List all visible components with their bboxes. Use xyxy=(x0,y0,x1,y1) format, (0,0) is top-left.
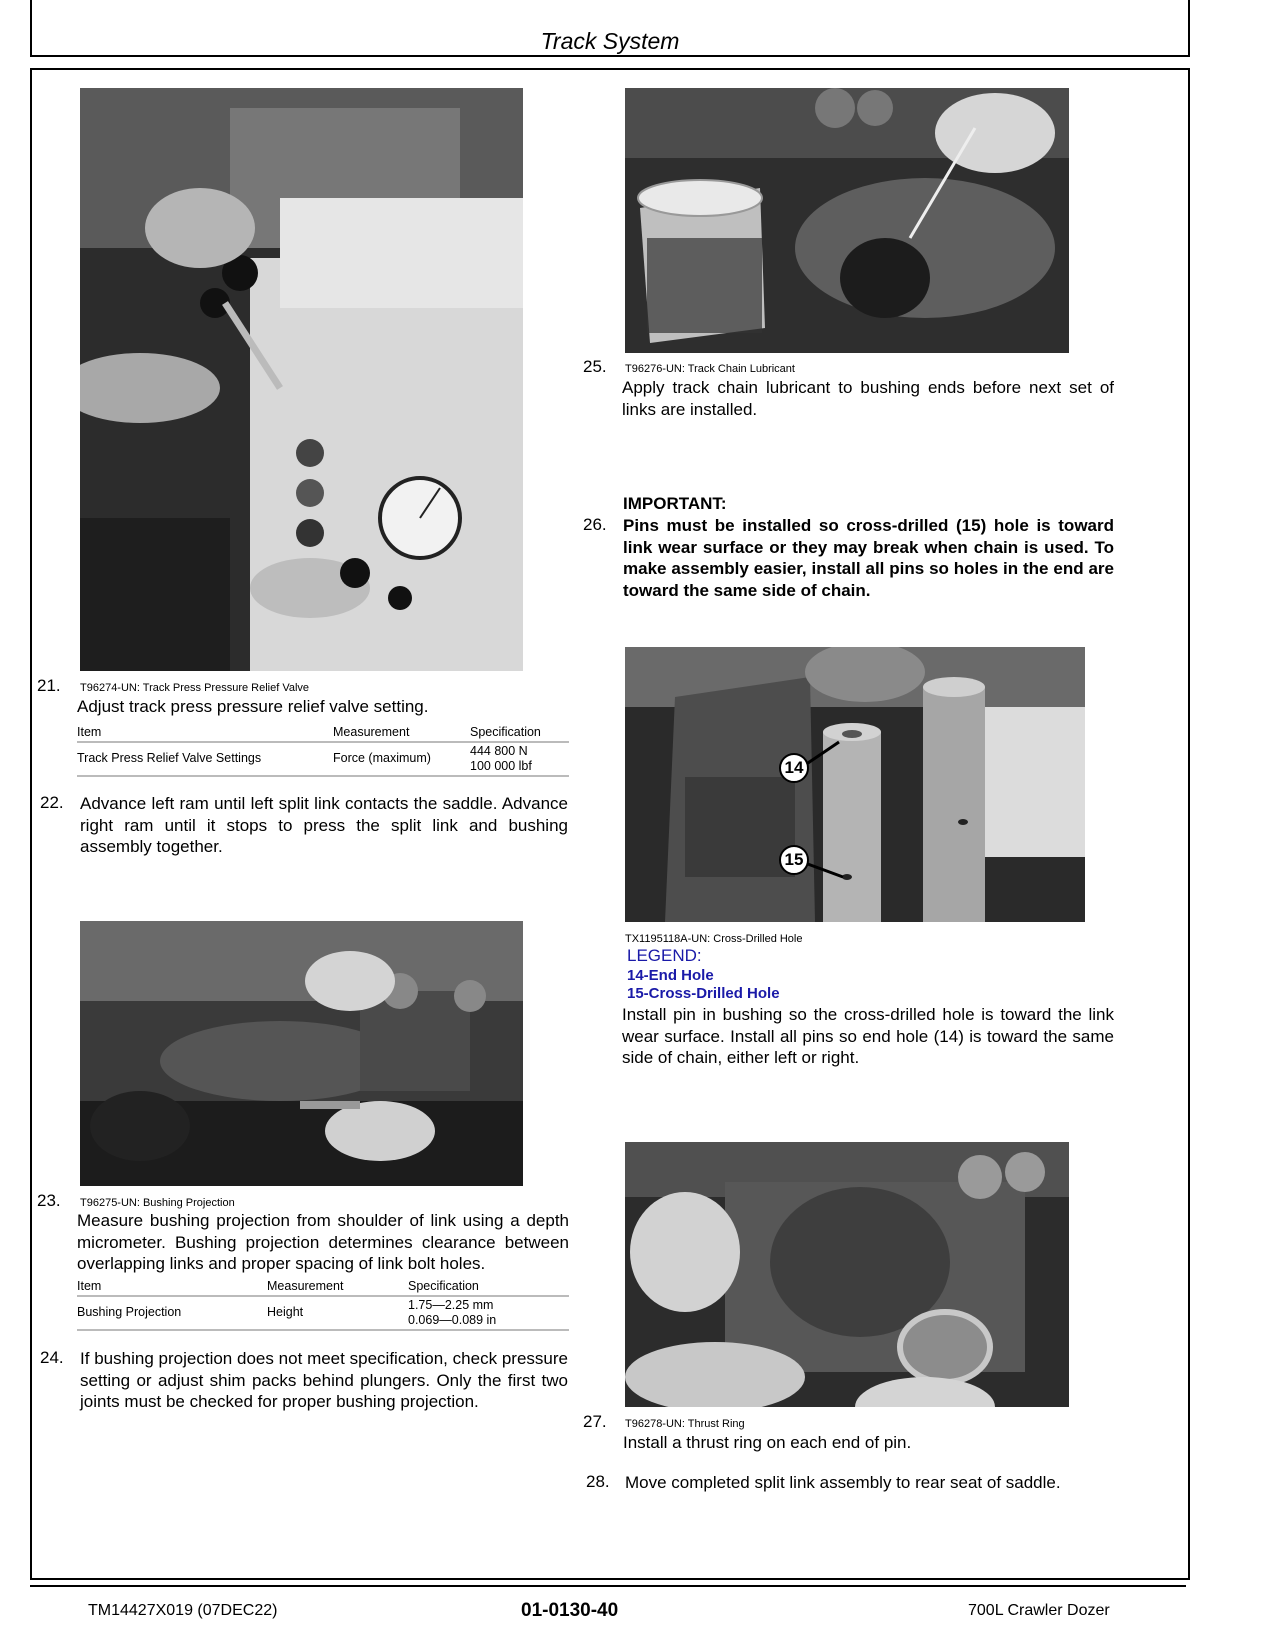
spec-header-specification: Specification xyxy=(408,1279,479,1293)
figure-text: Install pin in bushing so the cross-drilled hole is toward the link wear surface. Install all pins so end hole (14) is toward the same side of chain, either left or right. xyxy=(622,1005,1114,1067)
spec-header-measurement: Measurement xyxy=(333,725,410,739)
step-number: 27. xyxy=(583,1412,607,1431)
photo-track-press-relief-valve xyxy=(80,88,523,671)
step-text: If bushing projection does not meet specification, check pressure setting or adjust shim packs behind plungers. Only the first two joints must be checked for proper bushing projection. xyxy=(80,1349,568,1411)
footer-rule xyxy=(30,1585,1186,1587)
footer-machine-name: 700L Crawler Dozer xyxy=(968,1602,1110,1619)
spec-header-item: Item xyxy=(77,1279,102,1293)
step-number: 25. xyxy=(583,357,607,376)
important-label: IMPORTANT: xyxy=(623,494,727,513)
step-text: Install a thrust ring on each end of pin. xyxy=(623,1433,912,1452)
important-text: Pins must be installed so cross-drilled (15) hole is toward link wear surface or they may break when chain is used. To make assembly easier, install all pins so holes in the end are toward the same side of chain. xyxy=(623,516,1114,600)
figure-caption: T96278-UN: Thrust Ring xyxy=(625,1418,745,1430)
spec-table-relief-valve xyxy=(77,723,569,777)
step-number: 23. xyxy=(37,1191,61,1210)
spec-value-imperial: 100 000 lbf xyxy=(470,759,532,773)
spec-measurement: Force (maximum) xyxy=(333,751,431,765)
spec-header-measurement: Measurement xyxy=(267,1279,344,1293)
footer-page-number: 01-0130-40 xyxy=(521,1600,619,1621)
spec-header-specification: Specification xyxy=(470,725,541,739)
spec-value-metric: 1.75—2.25 mm xyxy=(408,1298,494,1312)
spec-item: Bushing Projection xyxy=(77,1305,182,1319)
spec-item: Track Press Relief Valve Settings xyxy=(77,751,262,765)
spec-header-item: Item xyxy=(77,725,102,739)
step-text: Adjust track press pressure relief valve setting. xyxy=(77,697,429,716)
footer-document-id: TM14427X019 (07DEC22) xyxy=(88,1602,278,1619)
photo-track-chain-lubricant xyxy=(625,88,1069,353)
figure-caption: T96275-UN: Bushing Projection xyxy=(80,1197,235,1209)
spec-value-metric: 444 800 N xyxy=(470,744,528,758)
legend-item-cross-drilled-hole: 15-Cross-Drilled Hole xyxy=(627,985,780,1002)
callout-14: 14 xyxy=(779,753,809,783)
step-text: Measure bushing projection from shoulder of link using a depth micrometer. Bushing projection determines clearance between overlapping links and proper spacing of link bolt holes. xyxy=(77,1211,569,1273)
spec-value-imperial: 0.069—0.089 in xyxy=(408,1313,497,1327)
step-number: 22. xyxy=(40,793,64,812)
figure-caption: T96276-UN: Track Chain Lubricant xyxy=(625,363,795,375)
photo-bushing-projection xyxy=(80,921,523,1186)
figure-caption: T96274-UN: Track Press Pressure Relief Valve xyxy=(80,682,310,694)
callout-15: 15 xyxy=(779,845,809,875)
legend-item-end-hole: 14-End Hole xyxy=(627,967,714,984)
figure-caption: TX1195118A-UN: Cross-Drilled Hole xyxy=(625,933,803,945)
step-number: 26. xyxy=(583,515,607,534)
step-number: 24. xyxy=(40,1348,64,1367)
photo-thrust-ring xyxy=(625,1142,1069,1407)
step-number: 28. xyxy=(586,1472,610,1491)
step-text: Apply track chain lubricant to bushing ends before next set of links are installed. xyxy=(622,378,1114,419)
section-title: Track System xyxy=(540,28,680,54)
spec-table-bushing-projection xyxy=(77,1277,569,1331)
step-number: 21. xyxy=(37,676,61,695)
step-text: Move completed split link assembly to rear seat of saddle. xyxy=(625,1473,1061,1492)
legend-title: LEGEND: xyxy=(627,946,702,965)
page-header xyxy=(30,0,1190,57)
photo-cross-drilled-hole xyxy=(625,647,1085,922)
step-text: Advance left ram until left split link contacts the saddle. Advance right ram until it stops to press the split link and bushing assembly together. xyxy=(80,794,568,856)
spec-measurement: Height xyxy=(267,1305,304,1319)
